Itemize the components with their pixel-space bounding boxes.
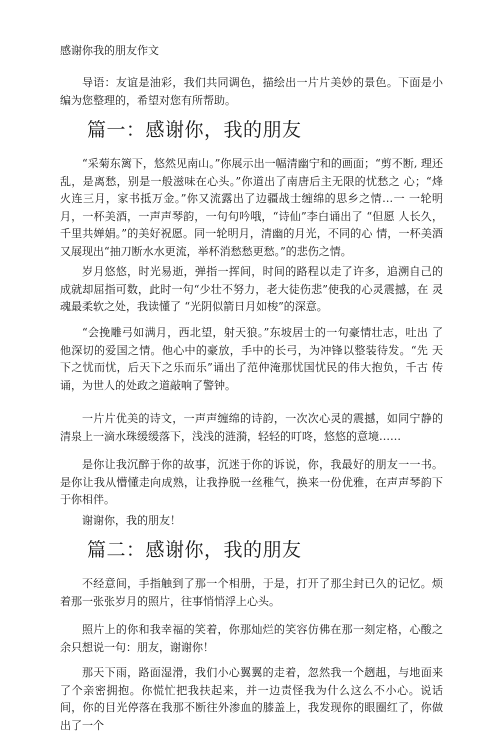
document-title: 感谢你我的朋友作文 xyxy=(60,44,159,57)
paragraph: “采菊东篱下，悠然见南山。”你展示出一幅清幽宁和的画面；“剪不断, 理还乱，是离愁，别是一般滋味在心头。”你道出了南唐后主无限的忧愁之 心；“烽火连三月，家书抵万金。”你又流露出了边疆战士缠绵的思乡之情…一 一轮明月，一杯美酒，一声声琴韵，一句句吟哦，“诗仙”李白诵出了 “但愿 人长久，千里共婵娟。”的美好祝愿。同一轮明月，清幽的月光，不同的心 情，一杯美酒又展现出“抽刀断水水更流，举杯消愁愁更愁。”的悲伤之情。 xyxy=(60,157,443,258)
paragraph: 照片上的你和我幸福的笑着，你那灿烂的笑容仿佛在那一刻定格，心酸之 余只想说一句：朋友，谢谢你！ xyxy=(60,623,443,654)
intro-paragraph: 导语：友谊是油彩，我们共同调色，描绘出一片片美妙的景色。下面是小 编为您整理的，希望对您有所帮助。 xyxy=(60,76,443,107)
paragraph: 那天下雨，路面湿滑，我们小心翼翼的走着，忽然我一个趔趄，与地面来 了个亲密拥抱。你慌忙把我扶起来，并一边责怪我为什么这么不小心。说话 间，你的目光停落在我那不断往外渗血的膝盖上，我发现你的眼圈红了，你做 出了一个 xyxy=(60,666,443,732)
paragraph: “会挽雕弓如满月，西北望，射天狼。”东坡居士的一句豪情壮志，吐出 了他深切的爱国之情。他心中的豪放，手中的长弓，为冲锋以整装待发。“先 天下之忧而忧，后天下之乐而乐”诵出了范仲淹那忧国忧民的伟大抱负，千古 传诵，为世人的处政之道敲响了警钟。 xyxy=(60,326,443,392)
paragraph: 一片片优美的诗文，一声声缠绵的诗韵，一次次心灵的震撼，如同宁静的 清泉上一滴水珠缓缓落下，浅浅的涟漪，轻轻的叮咚，悠悠的意境…… xyxy=(60,412,443,443)
section-heading-2: 篇二：感谢你，我的朋友 xyxy=(87,539,302,561)
paragraph: 是你让我沉醉于你的故事，沉迷于你的诉说，你，我最好的朋友一一书。 是你让我从懵懂走向成熟，让我挣脱一丝稚气，换来一份优雅，在声声琴韵下 于你相伴。 xyxy=(60,458,443,506)
paragraph: 岁月悠悠，时光易逝，弹指一挥间，时间的路程以走了许多，追溯自己的 成就却屈指可数，此时一句“少壮不努力，老大徒伤悲”使我的心灵震撼，在 灵魂最柔软之处，我读懂了 “光阴似箭日月如梭”的深意。 xyxy=(60,265,443,313)
paragraph: 不经意间，手指触到了那一个相册，于是，打开了那尘封已久的记忆。烦 着那一张张岁月的照片，往事悄悄浮上心头。 xyxy=(60,577,443,608)
paragraph: 谢谢你，我的朋友！ xyxy=(82,514,181,527)
section-heading-1: 篇一：感谢你，我的朋友 xyxy=(87,119,302,141)
